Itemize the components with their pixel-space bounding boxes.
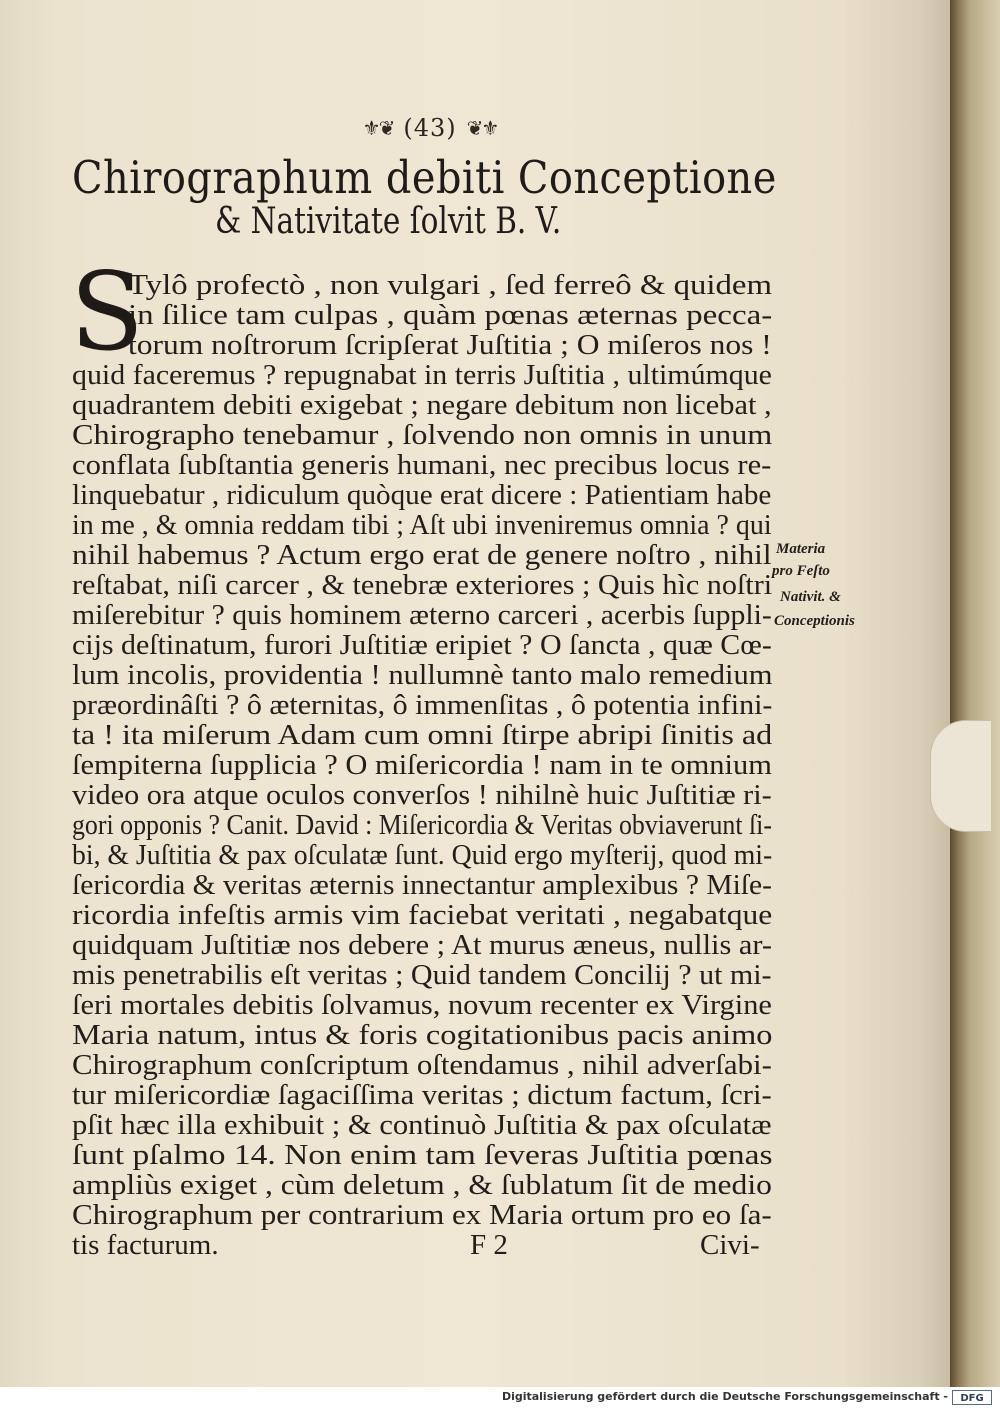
body-line: video ora atque oculos converſos ! nihilnè huic Juſtitiæ ri-	[72, 779, 772, 811]
catchword: Civi-	[700, 1229, 760, 1261]
body-line: pſit hæc illa exhibuit ; & continuò Juſtitia & pax oſculatæ	[72, 1109, 772, 1141]
ornament-right-icon: ❦⚜	[466, 116, 498, 140]
margin-note-line: pro Feſto	[772, 563, 830, 579]
margin-note-line: Materia	[776, 541, 826, 557]
body-line: quid faceremus ? repugnabat in terris Juſtitia , ultimúmque	[72, 359, 772, 391]
body-line: ricordia infeſtis armis vim faciebat veritati , negabatque	[72, 899, 773, 931]
body-line: miſerebitur ? quis hominem æterno carceri , acerbis ſuppli-	[72, 599, 772, 631]
body-line: Chirographum conſcriptum oſtendamus , nihil adverſabi-	[72, 1049, 772, 1081]
ornament-left-icon: ⚜❦	[362, 116, 394, 140]
body-line: cijs deſtinatum, furori Juſtitiæ eripiet ? O ſancta , quæ Cœ-	[72, 629, 772, 661]
digitization-footer	[0, 1387, 1000, 1409]
body-line: reſtabat, niſi carcer , & tenebræ exteriores ; Quis hìc noſtri	[72, 569, 773, 601]
signature-mark: F 2	[470, 1229, 508, 1261]
body-line: bi, & Juſtitia & pax oſculatæ ſunt. Quid ergo myſterij, quod mi-	[72, 839, 773, 871]
margin-note-line: Conceptionis	[774, 613, 855, 629]
body-line: Chirographum per contrarium ex Maria ortum pro eo ſa-	[72, 1199, 772, 1231]
body-line: Chirographo tenebamur , ſolvendo non omnis in unum	[72, 419, 773, 451]
book-edge	[950, 0, 1000, 1387]
body-line: in ſilice tam culpas , quàm pœnas æternas pecca-	[128, 299, 773, 331]
body-line: gori opponis ? Canit. David : Miſericordia & Veritas obviaverunt ſi-	[72, 809, 772, 841]
body-line: tur miſericordiæ ſagaciſſima veritas ; dictum factum, ſcri-	[72, 1079, 772, 1111]
body-line: conflata ſubſtantia generis humani, nec precibus locus re-	[72, 449, 772, 481]
body-line: ſempiterna ſupplicia ? O miſericordia ! nam in te omnium	[72, 749, 772, 781]
dfg-logo: DFG	[952, 1390, 992, 1405]
body-line: præordinâſti ? ô æternitas, ô immenſitas , ô potentia infini-	[72, 689, 773, 721]
body-line: torum noſtrorum ſcripſerat Juſtitia ; O miſeros nos !	[128, 329, 772, 361]
margin-note-line: Nativit. &	[780, 589, 841, 605]
title-line-2: & Nativitate ſolvit B. V.	[215, 201, 562, 242]
body-line: in me , & omnia reddam tibi ; Aſt ubi inveniremus omnia ? qui	[72, 509, 772, 541]
body-line: Tylô profectò , non vulgari , ſed ferreô & quidem	[128, 269, 773, 301]
body-line: linquebatur , ridiculum quòque erat dicere : Patientiam habe	[72, 479, 772, 511]
body-line: quadrantem debiti exigebat ; negare debitum non licebat ,	[72, 389, 772, 421]
body-line: Maria natum, intus & foris cogitationibus pacis animo	[72, 1019, 773, 1051]
page-number: (43)	[403, 114, 457, 142]
body-line: ta ! ita miſerum Adam cum omni ſtirpe abripi ſinitis ad	[72, 719, 773, 751]
body-line: ſericordia & veritas æternis innectantur amplexibus ? Miſe-	[72, 869, 772, 901]
body-line: ampliùs exiget , cùm deletum , & ſublatum ſit de medio	[72, 1169, 772, 1201]
drop-cap: S	[70, 250, 144, 375]
footer-credit: Digitalisierung gefördert durch die Deutsche Forschungsgemeinschaft -	[501, 1390, 948, 1403]
body-line: ſunt pſalmo 14. Non enim tam ſeveras Juſtitia pœnas	[72, 1139, 773, 1171]
body-line: tis facturum.	[72, 1229, 219, 1261]
title-line-1: Chirographum debiti Conceptione	[72, 151, 777, 204]
body-line: quidquam Juſtitiæ nos debere ; At murus æneus, nullis ar-	[72, 929, 773, 961]
body-line: mis penetrabilis eſt veritas ; Quid tandem Concilij ? ut mi-	[72, 959, 772, 991]
body-line: lum incolis, providentia ! nullumnè tanto malo remedium	[72, 659, 773, 691]
body-line: nihil habemus ? Actum ergo erat de genere noſtro , nihil	[72, 539, 772, 571]
body-line: ſeri mortales debitis ſolvamus, novum recenter ex Virgine	[72, 989, 772, 1021]
